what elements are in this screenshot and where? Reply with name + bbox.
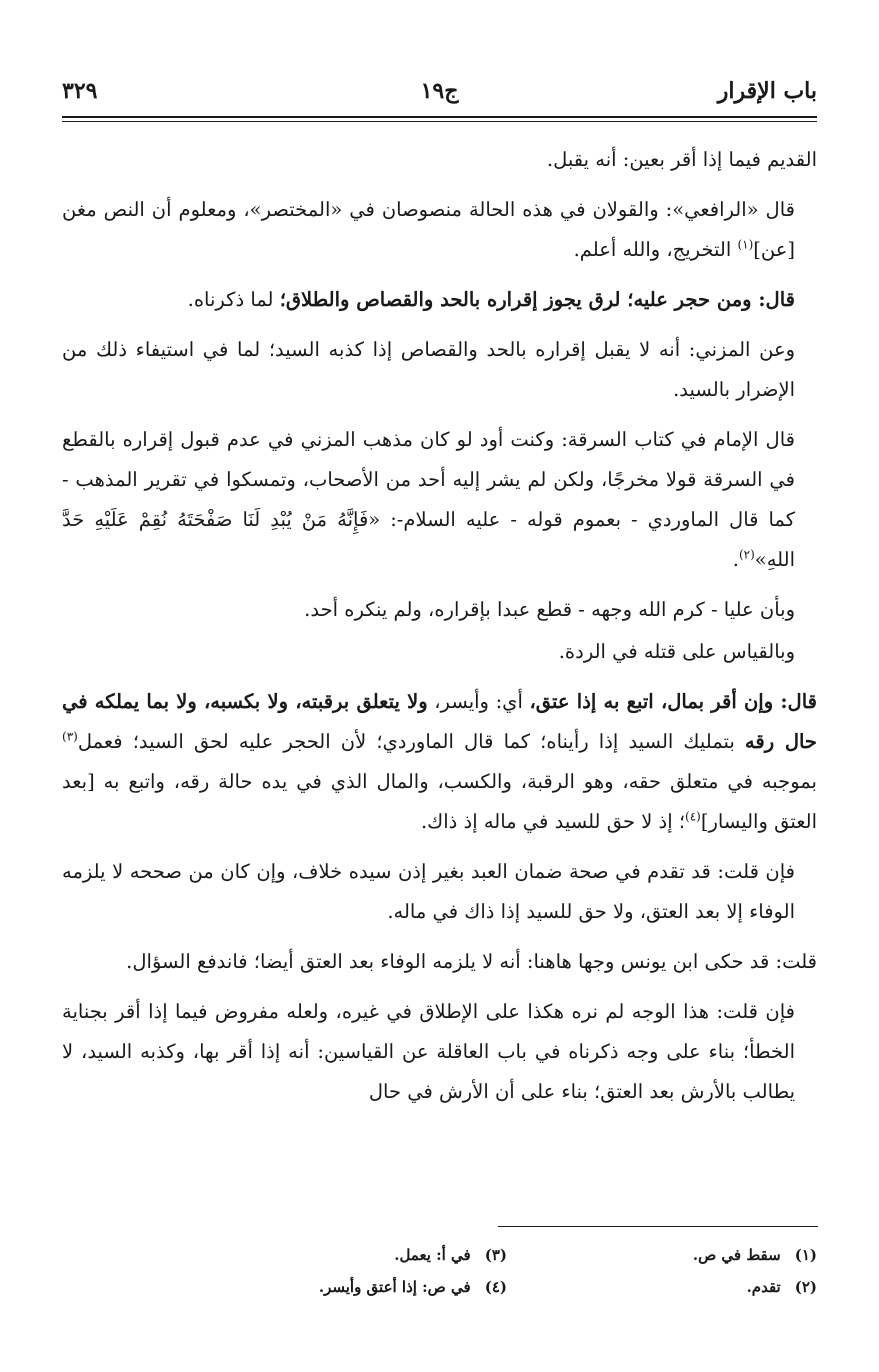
paragraph: [62, 280, 817, 320]
footnote-ref: (٣): [62, 729, 78, 744]
paragraph: [62, 682, 817, 842]
paragraph: [62, 992, 817, 1112]
text-segment: فإن قلت: هذا الوجه لم نره هكذا على الإطلاق في غيره، ولعله مفروض فيما إذا أقر بجناية الخطأ؛ بناء على وجه ذكرناه في باب العاقلة عن القياسين: أنه إذا أقر بها، وكذبه السيد، لا يطالب بالأرش بعد العتق؛ بناء على أن الأرش في حال: [62, 1000, 795, 1103]
footnote-number: (٢): [794, 1278, 817, 1296]
footnote-ref: (١): [737, 237, 754, 252]
text-segment: قال: ومن حجر عليه؛ لرق يجوز إقراره بالحد والقصاص والطلاق؛: [279, 288, 795, 311]
main-text: [62, 140, 817, 1112]
text-segment: وعن المزني: أنه لا يقبل إقراره بالحد والقصاص إذا كذبه السيد؛ لما في استيفاء ذلك من الإضرار بالسيد.: [62, 338, 795, 401]
paragraph: [62, 140, 817, 180]
text-segment: لما ذكرناه.: [187, 288, 280, 311]
page-number: ٣٢٩: [62, 78, 98, 104]
footnote-separator: [498, 1226, 818, 1227]
footnote-3: [394, 1240, 507, 1270]
paragraph: [62, 590, 817, 630]
text-segment: بموجبه في متعلق حقه، وهو الرقبة، والكسب، والمال الذي في يده حالة رقه، واتبع به [بعد العتق واليسار]: [62, 770, 817, 833]
text-segment: قال «الرافعي»: والقولان في هذه الحالة منصوصان في «المختصر»، ومعلوم أن النص مغن [عن]: [62, 198, 795, 261]
footnote-text: في أ: يعمل.: [394, 1246, 471, 1264]
paragraph: [62, 852, 817, 932]
footnote-text: في ص: إذا أعتق وأيسر.: [318, 1278, 471, 1296]
footnote-text: تقدم.: [746, 1278, 781, 1296]
text-segment: أي: وأيسر،: [427, 690, 530, 713]
text-segment: قلت: قد حكى ابن يونس وجها هاهنا: أنه لا يلزمه الوفاء بعد العتق أيضا؛ فاندفع السؤال.: [126, 950, 817, 973]
footnote-number: (٣): [484, 1246, 507, 1264]
text-segment: وبأن عليا - كرم الله وجهه - قطع عبدا بإقراره، ولم ينكره أحد.: [304, 598, 795, 621]
paragraph: [62, 942, 817, 982]
text-segment: فإن قلت: قد تقدم في صحة ضمان العبد بغير إذن سيده خلاف، وإن كان من صححه لا يلزمه الوفاء إلا بعد العتق، ولا حق للسيد إذا ذاك في ماله.: [62, 860, 795, 923]
text-segment: بتمليك السيد إذا رأيناه؛ كما قال الماوردي؛ لأن الحجر عليه لحق السيد؛ فعمل: [77, 730, 745, 753]
footnote-ref: (٤): [685, 809, 701, 824]
text-segment: ولا يتعلق برقبته، ولا بكسبه، ولا بما يملكه في حال رقه: [62, 690, 817, 753]
text-segment: ؛ إذ لا حق للسيد في ماله إذ ذاك.: [420, 810, 686, 833]
text-segment: قال الإمام في كتاب السرقة: وكنت أود لو كان مذهب المزني في عدم قبول إقراره بالقطع في السرقة قولا مخرجًا، ولكن لم يشر إليه أحد من الأصحاب، وتمسكوا في تقرير المذهب - كما قال الماوردي - بعموم قوله - عليه السلام-: «فَإِنَّهُ مَنْ يُبْدِ لَنَا صَفْحَتَهُ نُقِمْ عَلَيْهِ حَدَّ اللهِ»: [62, 428, 795, 571]
footnotes: [62, 1240, 817, 1310]
footnote-number: (٤): [484, 1278, 507, 1296]
paragraph: [62, 632, 817, 672]
footnote-2: [747, 1272, 817, 1302]
text-segment: قال: وإن أقر بمال، اتبع به إذا عتق،: [529, 690, 817, 713]
chapter-title: باب الإقرار: [717, 78, 817, 104]
footnote-1: [693, 1240, 817, 1270]
footnote-text: سقط في ص.: [692, 1246, 781, 1264]
text-segment: القديم فيما إذا أقر بعين: أنه يقبل.: [546, 148, 817, 171]
text-segment: التخريج، والله أعلم.: [573, 238, 738, 261]
paragraph: [62, 420, 817, 580]
header-rule-thin: [62, 121, 817, 122]
footnote-4: [319, 1272, 507, 1302]
text-segment: وبالقياس على قتله في الردة.: [558, 640, 795, 663]
paragraph: [62, 190, 817, 270]
running-header: [62, 78, 817, 112]
paragraph: [62, 330, 817, 410]
text-segment: .: [732, 548, 739, 571]
header-rule-thick: [62, 116, 817, 118]
footnote-ref: (٢): [738, 547, 755, 562]
footnote-number: (١): [794, 1246, 817, 1264]
volume-label: ج١٩: [420, 78, 459, 104]
